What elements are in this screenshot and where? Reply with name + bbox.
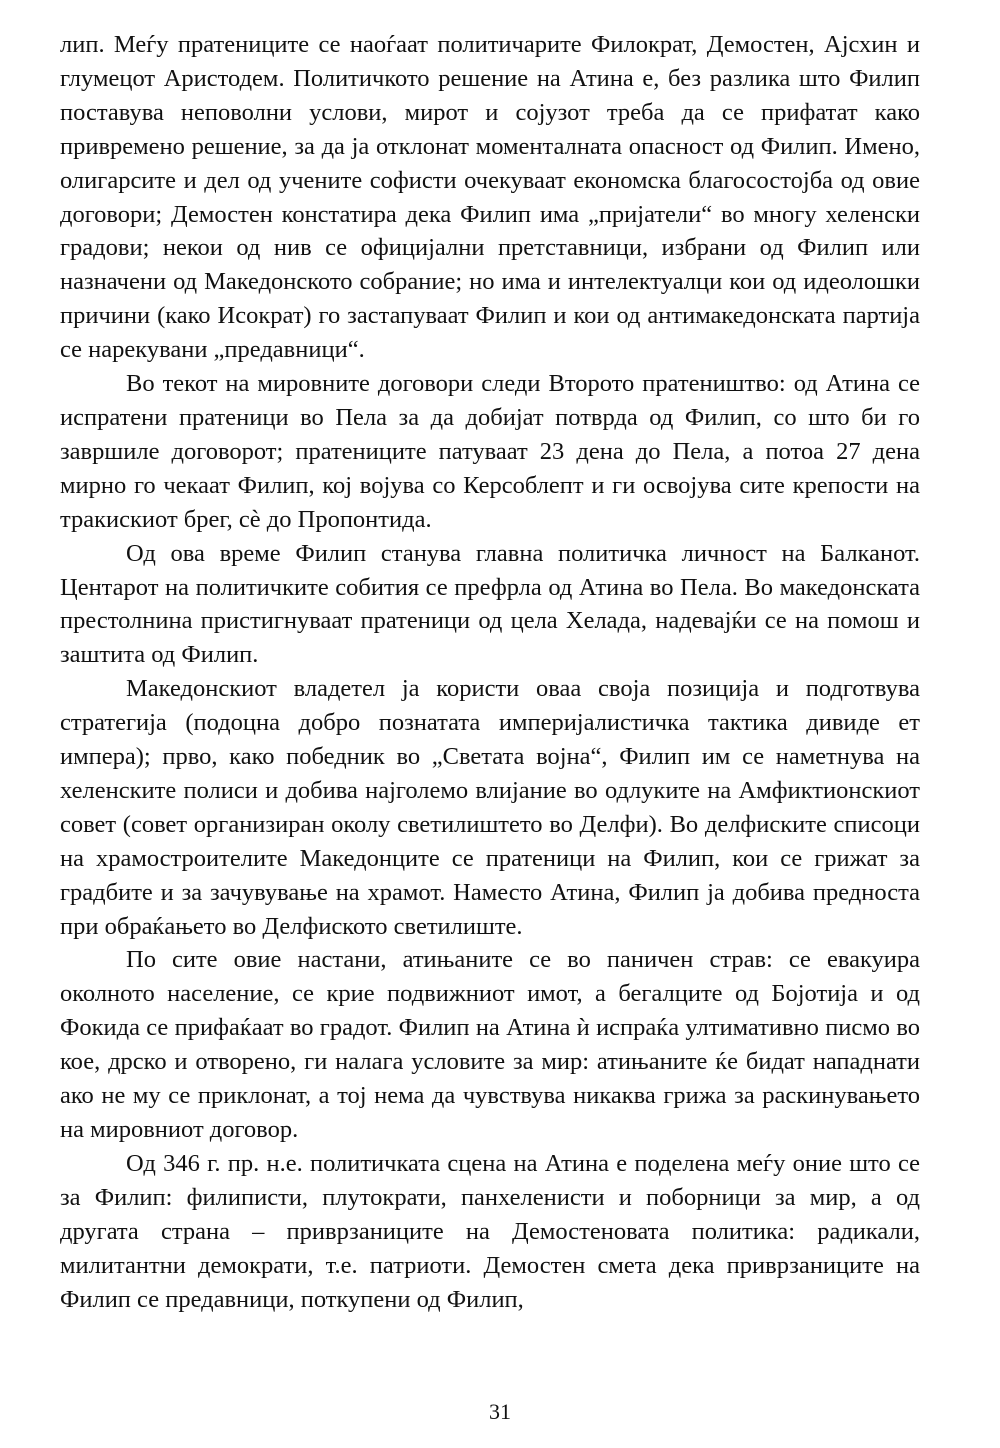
paragraph-6: Од 346 г. пр. н.е. политичката сцена на Атина е поделена меѓу оние што се за Филип: филиписти, плутократи, панхеленисти и поборници за мир, а од другата страна – приврзаниците на Демостеновата политика: радикали, милитантни демократи, т.е. патриоти. Демостен смета дека приврзаниците на Филип се предавници, поткупени од Филип, bbox=[60, 1149, 920, 1313]
paragraph-4: Македонскиот владетел ја користи оваа своја позиција и подготвува стратегија (подоцна добро познатата империјалистичка тактика дивиде ет импера); прво, како победник во „Светата војна“, Филип им се наметнува на хеленските полиси и добива најголемо влијание во одлуките на Амфиктионскиот совет (совет организиран околу светилиштето во Делфи). Во делфиските списоци на храмостроителите Македонците се пратеници на Филип, кои се грижат за градбите и за зачувување на храмот. Наместо Атина, Филип ја добива предноста при обраќањето во Делфиското светилиште. bbox=[60, 675, 920, 940]
page-number: 31 bbox=[489, 1399, 511, 1424]
paragraph-5: По сите овие настани, атињаните се во паничен страв: се евакуира околното население, се крие подвижниот имот, а бегалците од Бојотија и од Фокида се прифаќаат во градот. Филип на Атина ѝ испраќа ултимативно писмо во кое, дрско и отворено, ги налага условите за мир: атињаните ќе бидат нападнати ако не му се приклонат, а тој нема да чувствува никаква грижа за раскинувањето на мировниот договор. bbox=[60, 946, 920, 1143]
paragraph-3: Од ова време Филип станува главна политичка личност на Балканот. Центарот на политичките собития се префрла од Атина во Пела. Во македонската престолнина пристигнуваат пратеници од цела Хелада, надевајќи се на помош и заштита од Филип. bbox=[60, 539, 920, 669]
paragraph-1: лип. Меѓу пратениците се наоѓаат политичарите Филократ, Демостен, Ајсхин и глумецот Аристодем. Политичкото решение на Атина е, без разлика што Филип поставува неповолни услови, мирот и сојузот треба да се прифатат како привремено решение, за да ја отклонат моменталната опасност од Филип. Имено, олигарсите и дел од учените софисти очекуваат економска благосостојба од овие договори; Демостен констатира дека Филип има „пријатели“ во многу хеленски градови; некои од нив се официјални претставници, избрани од Филип или назначени од Македонското собрание; но има и интелектуалци кои од идеолошки причини (како Исократ) го застапуваат Филип и кои од антимакедонската партија се нарекувани „предавници“. bbox=[60, 31, 920, 364]
paragraph-2: Во текот на мировните договори следи Второто пратеништво: од Атина се испратени пратеници во Пела за да добијат потврда од Филип, со што би го завршиле договорот; пратениците патуваат 23 дена до Пела, а потоа 27 дена мирно го чекаат Филип, кој војува со Керсоблепт и ги освојува сите крепости на тракискиот брег, сè до Пропонтида. bbox=[60, 370, 920, 533]
body-text bbox=[60, 28, 920, 1316]
